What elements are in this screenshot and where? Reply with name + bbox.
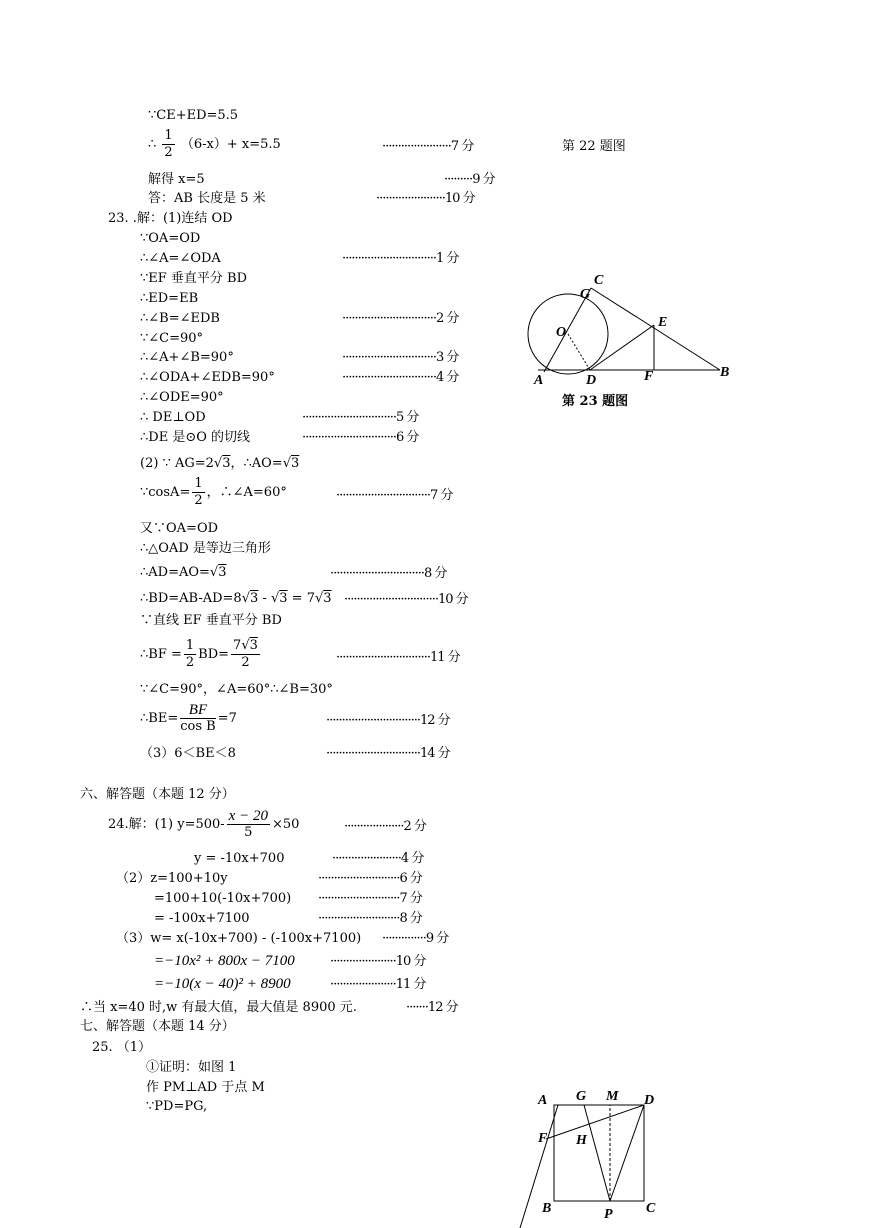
q23-cos-line <box>140 476 287 509</box>
section-6-heading: 六、解答题（本题 12 分） <box>80 787 235 802</box>
fraction-half <box>162 128 174 161</box>
label-c: C <box>646 1201 656 1216</box>
sqrt-icon: √ <box>282 456 291 471</box>
q23-line: ∵∠C=90° <box>140 331 204 346</box>
label-a: A <box>534 373 544 388</box>
score-7c: ··························7 分 <box>318 891 422 906</box>
text: ，∴AO= <box>230 456 283 471</box>
label-g: G <box>580 287 591 302</box>
q24-line: =−10x² + 800x − 7100 <box>154 953 295 969</box>
segment-pd <box>610 1105 644 1201</box>
label-e: E <box>658 315 668 330</box>
segment-fd <box>546 1105 644 1139</box>
score-3: ······························3 分 <box>342 350 459 365</box>
frac-den: 2 <box>164 145 173 160</box>
score-6: ······························6 分 <box>302 430 419 445</box>
text: - <box>258 591 271 606</box>
radicand: 3 <box>249 638 258 653</box>
score-8: ······························8 分 <box>330 566 447 581</box>
figure-22-caption: 第 22 题图 <box>562 139 626 154</box>
score-1: ······························1 分 <box>342 251 459 266</box>
sqrt-icon: √ <box>241 638 250 653</box>
frac-num <box>231 638 260 655</box>
q23-part2-line <box>140 456 299 472</box>
segment-de <box>590 325 654 370</box>
fraction-half <box>184 638 196 671</box>
frac-den: 2 <box>185 655 195 670</box>
text: (2) ∵ AG=2 <box>140 456 214 471</box>
score-7: ······················7 分 <box>382 139 474 154</box>
q24-line: y = -10x+700 <box>194 851 285 866</box>
figure-23 <box>524 272 740 388</box>
section-7-heading: 七、解答题（本题 14 分） <box>80 1019 235 1034</box>
frac-den: cos B <box>180 719 216 734</box>
q23-line: （3）6＜BE＜8 <box>140 746 236 761</box>
q25-line: ①证明：如图 1 <box>146 1060 237 1075</box>
score-7b: ······························7 分 <box>336 488 453 503</box>
text: ∴BF = <box>140 647 182 662</box>
q23-line: ∴∠ODA+∠EDB=90° <box>140 370 275 385</box>
q23-line: ∵直线 EF 垂直平分 BD <box>140 613 282 628</box>
q23-line: ∴△OAD 是等边三角形 <box>140 541 271 556</box>
q23-ad-line <box>140 565 227 581</box>
score-4: ······························4 分 <box>342 370 459 385</box>
line-solve: 解得 x=5 <box>148 172 205 187</box>
q23-line: ∴∠A+∠B=90° <box>140 350 234 365</box>
q23-line: ∴ED=EB <box>140 291 199 306</box>
score-9: ·········9 分 <box>444 172 495 187</box>
q23-line: ∵∠C=90°，∠A=60°∴∠B=30° <box>140 682 333 697</box>
q23-be-line <box>140 702 237 735</box>
label-f: F <box>644 369 654 384</box>
text: ×50 <box>271 817 300 832</box>
q23-line: ∴DE 是⊙O 的切线 <box>140 430 250 445</box>
score-5: ······························5 分 <box>302 410 419 425</box>
q24-line: （3）w= x(-10x+700) - (-100x+7100) <box>116 931 362 946</box>
sqrt-icon: √ <box>270 591 280 606</box>
q24-line: =100+10(-10x+700) <box>154 891 292 906</box>
text: ∴BE= <box>140 711 179 726</box>
frac-num: 1 <box>185 638 195 653</box>
label-h: H <box>576 1133 587 1148</box>
radicand: 3 <box>250 591 259 606</box>
segment-cb <box>591 288 720 370</box>
sqrt-icon: √ <box>314 591 324 606</box>
sqrt-icon: √ <box>209 565 219 580</box>
fraction-7sqrt3-over-2 <box>231 638 260 671</box>
score-12c: ·······12 分 <box>406 1000 458 1015</box>
figure-23-caption: 第 23 题图 <box>562 394 629 409</box>
label-g: G <box>576 1089 587 1104</box>
q23-heading: 23. .解：(1)连结 OD <box>108 211 233 226</box>
q24-line: =−10(x − 40)² + 8900 <box>154 976 291 992</box>
q23-line: ∵EF 垂直平分 BD <box>140 271 248 286</box>
text: ，∴∠A=60° <box>206 485 287 500</box>
q25-line: ∵PD=PG, <box>146 1099 208 1114</box>
radicand: 3 <box>323 591 332 606</box>
text: = 7 <box>287 591 315 606</box>
score-9c: ··············9 分 <box>382 931 449 946</box>
q23-line: ∵OA=OD <box>140 231 201 246</box>
radicand: 3 <box>218 565 227 580</box>
score-2: ······························2 分 <box>342 311 459 326</box>
frac-num: 1 <box>194 476 203 491</box>
q23-line: ∴ DE⊥OD <box>140 410 206 425</box>
label-p: P <box>604 1207 613 1222</box>
score-10c: ·····················10 分 <box>330 954 426 969</box>
text: ∵cosA= <box>140 485 191 500</box>
frac-den: 5 <box>244 825 253 840</box>
fraction-half <box>192 476 204 509</box>
fraction-x-20-over-5 <box>227 808 270 841</box>
score-11c: ·····················11 分 <box>330 977 426 992</box>
score-2c: ···················2 分 <box>344 819 426 834</box>
score-11: ······························11 分 <box>336 650 460 665</box>
sqrt-icon: √ <box>213 456 223 471</box>
q24-line: （2）z=100+10y <box>116 871 228 886</box>
line-equation <box>148 128 281 161</box>
line-answer: 答：AB 长度是 5 米 <box>148 191 266 206</box>
q23-bf-line <box>140 638 262 671</box>
score-10: ······················10 分 <box>376 191 475 206</box>
q24-line <box>108 808 299 841</box>
frac-num: 1 <box>164 128 173 143</box>
q23-line: ∴∠B=∠EDB <box>140 311 220 326</box>
q25-line: 25. （1） <box>92 1040 152 1055</box>
fraction-bf-cosb <box>180 702 215 735</box>
radicand: 3 <box>222 456 231 471</box>
score-4c: ······················4 分 <box>332 851 424 866</box>
q23-line: 又∵OA=OD <box>140 521 219 536</box>
text: =7 <box>217 711 237 726</box>
segment-pg <box>584 1105 610 1201</box>
sqrt-icon: √ <box>241 591 250 606</box>
label-c: C <box>594 273 604 288</box>
text: 24.解：(1) y=500- <box>108 817 225 832</box>
score-12: ······························12 分 <box>326 713 450 728</box>
radicand: 3 <box>290 456 300 471</box>
figure-25 <box>516 1084 676 1228</box>
score-10b: ······························10 分 <box>344 592 468 607</box>
label-d: D <box>586 373 597 388</box>
q25-line: 作 PM⊥AD 于点 M <box>146 1080 265 1095</box>
q24-conclusion: ∴当 x=40 时,w 有最大值，最大值是 8900 元. <box>80 1000 357 1015</box>
score-6c: ··························6 分 <box>318 871 422 886</box>
label-o: O <box>556 325 567 340</box>
label-d: D <box>644 1093 655 1108</box>
therefore-sign: ∴ <box>148 137 157 152</box>
label-a: A <box>538 1093 548 1108</box>
text: ∴AD=AO= <box>140 565 210 580</box>
line-ce-ed: ∵CE+ED=5.5 <box>148 108 239 123</box>
frac-den: 2 <box>241 655 250 670</box>
q23-line: ∴∠A=∠ODA <box>140 251 221 266</box>
label-b: B <box>720 365 730 380</box>
label-m: M <box>606 1089 619 1104</box>
radicand: 3 <box>279 591 288 606</box>
label-f: F <box>538 1131 548 1146</box>
frac-num: BF <box>180 702 215 719</box>
score-8c: ··························8 分 <box>318 911 422 926</box>
q23-line: ∴∠ODE=90° <box>140 390 224 405</box>
equation-rest: （6-x）+ x=5.5 <box>180 137 281 152</box>
coef: 7 <box>233 638 242 653</box>
frac-den: 2 <box>194 493 203 508</box>
text: ∴BD=AB-AD=8 <box>140 591 242 606</box>
label-b: B <box>542 1201 552 1216</box>
q24-line: = -100x+7100 <box>154 911 250 926</box>
text: BD= <box>198 647 230 662</box>
segment-od <box>568 334 590 370</box>
frac-num: x − 20 <box>228 808 268 824</box>
square-abcd <box>554 1105 644 1201</box>
q23-bd-line <box>140 591 332 607</box>
score-14: ······························14 分 <box>326 746 450 761</box>
segment-extended <box>520 1105 558 1228</box>
